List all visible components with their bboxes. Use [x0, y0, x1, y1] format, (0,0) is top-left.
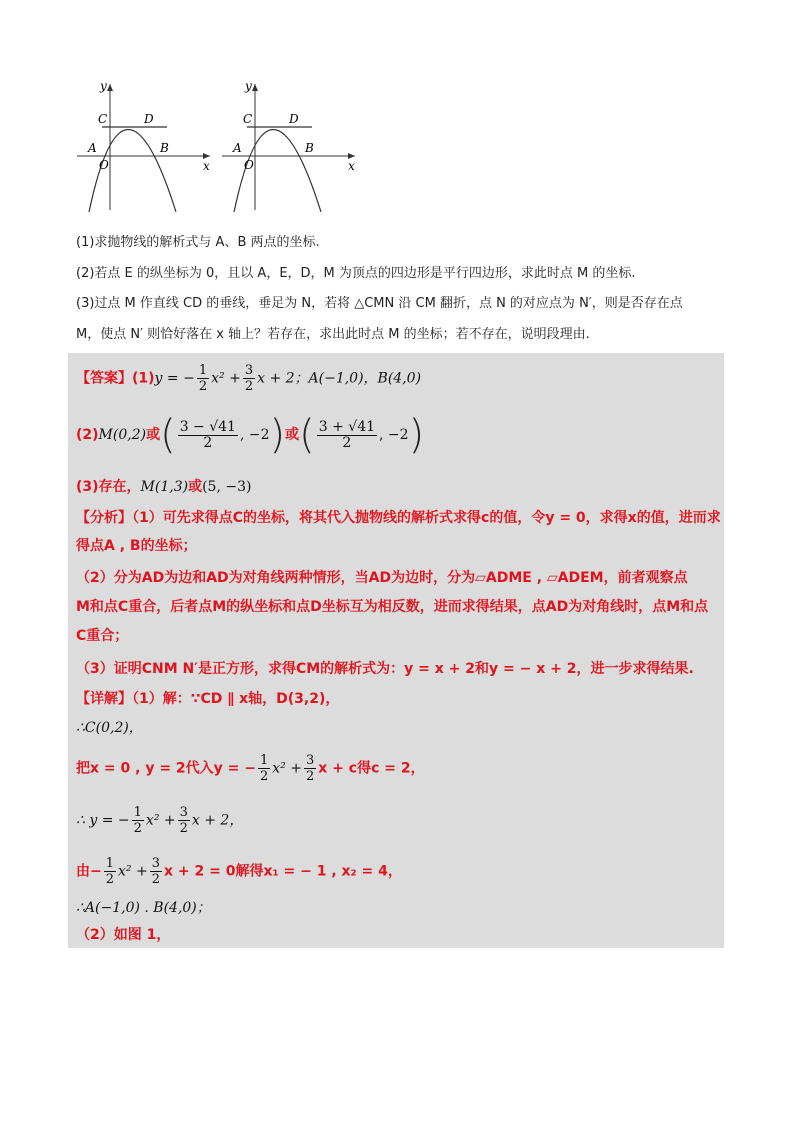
- detail-d5-a: 由−: [76, 863, 102, 880]
- detail-d4-b: x² +: [145, 812, 176, 829]
- fraction-3-plus-sqrt41: $\frac{3 + √41}{2}$: [318, 418, 376, 451]
- answer-2-m: M(0,2): [98, 427, 147, 443]
- question-1: (1)求抛物线的解析式与 A、B 两点的坐标.: [76, 235, 320, 250]
- fraction-3-minus-sqrt41: $\frac{3 - √41}{2}$: [179, 418, 236, 451]
- answer-line-1: [76, 363, 421, 394]
- detail-d5-c: x + 2 = 0解得x₁ = − 1 , x₂ = 4，: [164, 863, 402, 880]
- y-label: y: [100, 79, 107, 93]
- detail-d4-a: ∴ y = −: [76, 812, 130, 829]
- fraction-three-halves: $\frac{3}{2}$: [151, 856, 160, 887]
- detail-tag: 【详解】: [76, 691, 132, 707]
- answer-3-or: 或: [188, 479, 203, 495]
- solution-panel: [68, 353, 724, 948]
- answer-2-or-2: 或: [285, 427, 300, 443]
- question-3-line-2: M，使点 N′ 则恰好落在 x 轴上？若存在，求出此时点 M 的坐标；若不存在，说明段理由.: [76, 327, 590, 342]
- analysis-p1-l1: （1）可先求得点C的坐标，将其代入抛物线的解析式求得c的值，令y = 0，求得x的值，进而求: [132, 510, 721, 526]
- label-d: D: [289, 112, 299, 126]
- question-3-line-1: (3)过点 M 作直线 CD 的垂线，垂足为 N，若将 △CMN 沿 CM 翻折，点 N 的对应点为 N′，则是否存在点: [76, 296, 683, 311]
- label-o: O: [99, 158, 109, 172]
- label-c: C: [243, 112, 253, 126]
- detail-line-4: [76, 805, 243, 836]
- answer-2-prefix: (2): [76, 427, 99, 443]
- answer-2-after-2: , −2: [379, 427, 409, 443]
- detail-d4-c: x + 2，: [191, 812, 244, 829]
- fraction-three-halves: $\frac{3}{2}$: [305, 753, 315, 784]
- label-c: C: [98, 112, 108, 126]
- detail-line-2: ∴C(0,2)，: [76, 720, 143, 736]
- y-axis-arrow-icon: [107, 84, 113, 91]
- detail-d1: （1）解：∵CD ∥ x轴，D(3,2)，: [132, 691, 340, 707]
- detail-d3-c: x + c得c = 2，: [318, 760, 425, 777]
- x-label: x: [348, 159, 355, 173]
- fraction-one-half: $\frac{1}{2}$: [260, 753, 269, 784]
- analysis-line-4: M和点C重合，后者点M的纵坐标和点D坐标互为相反数，进而求得结果，点AD为对角线时，点M和点: [76, 599, 709, 615]
- answer-2-or: 或: [146, 427, 161, 443]
- answer-1-prefix: (1): [132, 370, 155, 387]
- detail-line-1: [76, 689, 339, 709]
- fraction-three-halves: $\frac{3}{2}$: [179, 805, 188, 836]
- fraction-three-halves: $\frac{3}{2}$: [244, 363, 254, 394]
- analysis-line-3: （2）分为AD为边和AD为对角线两种情形，当AD为边时，分为▱ADME , ▱ADEM，前者观察点: [76, 570, 688, 586]
- detail-d3-a: 把x = 0 , y = 2代入y = −: [76, 760, 256, 777]
- fraction-one-half: $\frac{1}{2}$: [198, 363, 208, 394]
- label-a: A: [88, 141, 97, 155]
- analysis-line-5: C重合；: [76, 628, 129, 644]
- detail-d5-b: x² +: [118, 863, 148, 880]
- detail-line-5: [76, 856, 402, 887]
- answer-3-m: M(1,3): [140, 479, 189, 495]
- label-b: B: [160, 141, 169, 155]
- answer-line-2: (2)M(0,2)或( $\frac{3 - √41}{2}$ , −2)或( $\frac{3 + √41}{2}$ , −2): [76, 412, 425, 458]
- detail-line-3: [76, 753, 425, 784]
- detail-d3-b: x² +: [272, 760, 302, 777]
- analysis-line-2: 得点A , B的坐标；: [76, 538, 197, 554]
- label-a: A: [233, 141, 242, 155]
- label-o: O: [244, 158, 254, 172]
- answer-3-prefix: (3)存在，: [76, 479, 141, 495]
- answer-line-3: [76, 477, 251, 497]
- analysis-line-6: （3）证明CNM N′是正方形，求得CM的解析式为：y = x + 2和y = − x + 2，进一步求得结果.: [76, 661, 694, 677]
- analysis-tag: 【分析】: [76, 510, 132, 526]
- y-axis-arrow-icon: [252, 84, 258, 91]
- x-label: x: [203, 159, 210, 173]
- figures: [72, 72, 372, 217]
- parabola-figures: [72, 72, 372, 217]
- answer-3-m2: (5, −3): [202, 479, 252, 495]
- figure-1: [77, 79, 210, 212]
- answer-1-tail: x + 2；A(−1,0)，B(4,0): [257, 370, 422, 387]
- y-label: y: [245, 79, 252, 93]
- fraction-one-half: $\frac{1}{2}$: [105, 856, 115, 887]
- label-d: D: [144, 112, 154, 126]
- figure-2: [222, 79, 355, 212]
- answer-2-after-1: , −2: [239, 427, 270, 443]
- answer-1-rest: x² +: [211, 370, 241, 387]
- detail-line-6: ∴A(−1,0) . B(4,0)；: [76, 900, 211, 916]
- answer-1-eq: y = −: [154, 370, 195, 387]
- label-b: B: [305, 141, 314, 155]
- analysis-line-1: [76, 508, 721, 528]
- fraction-one-half: $\frac{1}{2}$: [133, 805, 142, 836]
- detail-line-7: （2）如图 1，: [76, 927, 171, 943]
- answer-tag: 【答案】: [76, 370, 132, 387]
- question-2: (2)若点 E 的纵坐标为 0，且以 A，E，D，M 为顶点的四边形是平行四边形，求此时点 M 的坐标.: [76, 266, 636, 281]
